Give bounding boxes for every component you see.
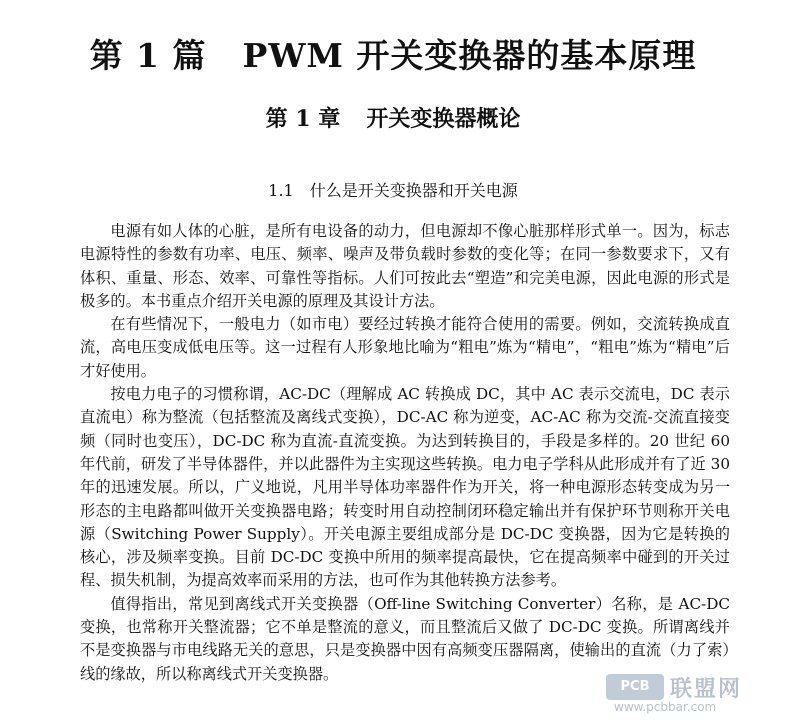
part-label: 第 1 篇 bbox=[89, 36, 207, 75]
chapter-title bbox=[0, 102, 786, 133]
body-text bbox=[80, 220, 730, 686]
part-title bbox=[0, 30, 786, 77]
chapter-title-text: 开关变换器概论 bbox=[366, 106, 521, 132]
part-title-text: PWM 开关变换器的基本原理 bbox=[242, 36, 697, 75]
section-title-text: 什么是开关变换器和开关电源 bbox=[309, 181, 518, 200]
section-number: 1.1 bbox=[268, 181, 294, 200]
paragraph: 电源有如人体的心脏，是所有电设备的动力，但电源却不像心脏那样形式单一。因为，标志电源特性的参数有功率、电压、频率、噪声及带负载时参数的变化等；在同一参数要求下，又有体积、重量、形态、效率、可靠性等指标。人们可按此去“塑造”和完美电源，因此电源的形式是极多的。本书重点介绍开关电源的原理及其设计方法。 bbox=[80, 222, 730, 310]
paragraph: 在有些情况下，一般电力（如市电）要经过转换才能符合使用的需要。例如，交流转换成直流，高电压变成低电压等。这一过程有人形象地比喻为“粗电”炼为“精电”，“粗电”炼为“精电”后才好使用。 bbox=[80, 315, 730, 380]
watermark-url: www.pcbbar.com bbox=[614, 700, 717, 714]
paragraph: 按电力电子的习惯称谓，AC-DC（理解成 AC 转换成 DC，其中 AC 表示交流电，DC 表示直流电）称为整流（包括整流及离线式变换），DC-AC 称为逆变，AC-AC 称为交流-交流直接变频（同时也变压），DC-DC 称为直流-直流变换。为达到转换目的，手段是多样的。20 世纪 60 年代前，研发了半导体器件，并以此器件为主实现这些转换。电力电子学科从此形成并有了近 30 年的迅速发展。所以，广义地说，凡用半导体功率器件作为开关，将一种电源形态转变成为另一形态的主电路都叫做开关变换器电路；转变时用自动控制闭环稳定输出并有保护环节则称开关电源（Switching Power Supply）。开关电源主要组成部分是 DC-DC 变换器，因为它是转换的核心，涉及频率变换。目前 DC-DC 变换中所用的频率提高最快，它在提高频率中碰到的开关过程、损失机制，为提高效率而采用的方法，也可作为其他转换方法参考。 bbox=[80, 385, 730, 590]
chapter-label: 第 1 章 bbox=[265, 106, 341, 132]
paragraph: 值得指出，常见到离线式开关变换器（Off-line Switching Converter）名称，是 AC-DC 变换，也常称开关整流器；它不单是整流的意义，而且整流后又做了 DC-DC 变换。所谓离线并不是变换器与市电线路无关的意思，只是变换器中因有高频变压器隔离，使输出的直流（力了索）线的缘故，所以称离线式开关变换器。 bbox=[80, 594, 730, 683]
section-title bbox=[0, 178, 786, 201]
watermark-logo: PCB bbox=[606, 674, 664, 700]
watermark bbox=[606, 672, 776, 716]
watermark-site-name: 联盟网 bbox=[670, 677, 743, 702]
